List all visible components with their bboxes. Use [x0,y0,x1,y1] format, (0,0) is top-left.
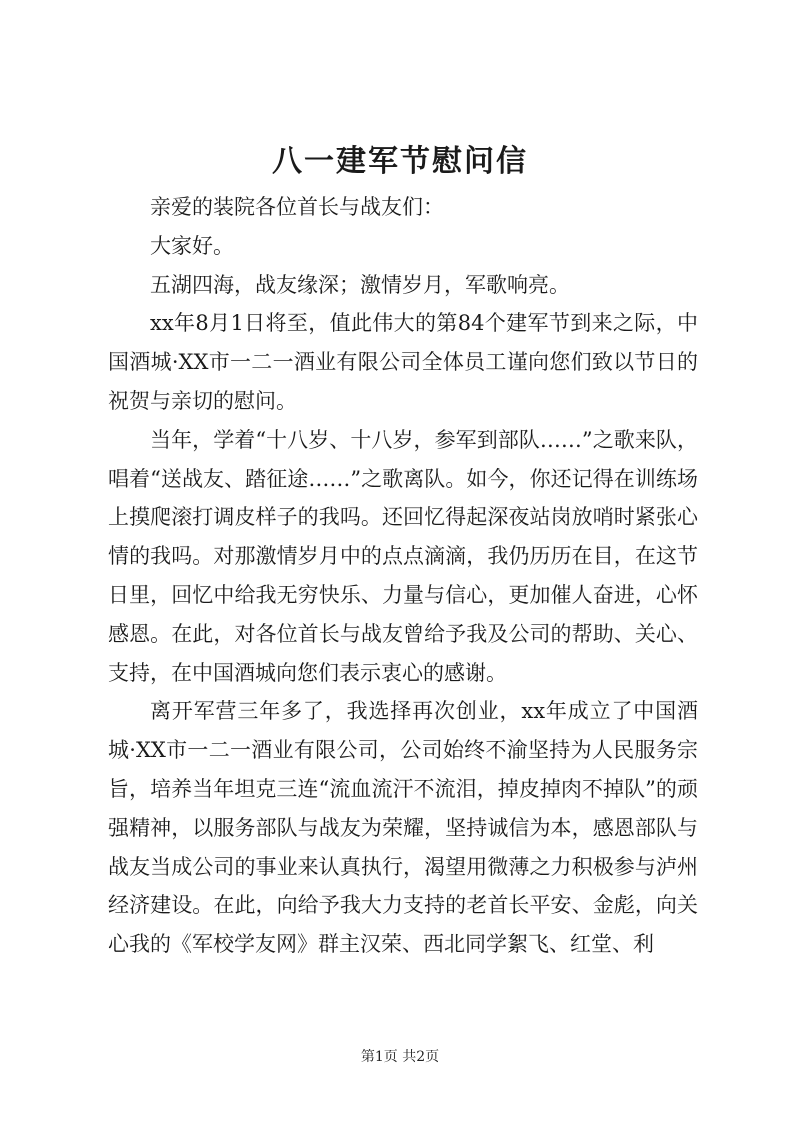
body-paragraph: 离开军营三年多了，我选择再次创业，xx年成立了中国酒城·XX市一二一酒业有限公司，公司始终不渝坚持为人民服务宗旨，培养当年坦克三连“流血流汗不流泪，掉皮掉肉不掉队”的顽强精神，以服务部队与战友为荣耀，坚持诚信为本，感恩部队与战友当成公司的事业来认真执行，渴望用微薄之力积极参与泸州经济建设。在此，向给予我大力支持的老首长平安、金彪，向关心我的《军校学友网》群主汉荣、西北同学絮飞、红堂、利 [108,699,698,957]
letter-body [108,188,698,964]
page-footer: 第1页 共2页 [360,1049,440,1065]
document-title: 八一建军节慰问信 [272,144,528,179]
body-paragraph: xx年8月1日将至，值此伟大的第84个建军节到来之际，中国酒城·XX市一二一酒业有限公司全体员工谨向您们致以节日的祝贺与亲切的慰问。 [108,311,698,413]
body-paragraph: 五湖四海，战友缘深；激情岁月，军歌响亮。 [150,272,570,297]
body-paragraph: 当年，学着“十八岁、十八岁，参军到部队……”之歌来队，唱着“送战友、踏征途……”之歌离队。如今，你还记得在训练场上摸爬滚打调皮样子的我吗。还回忆得起深夜站岗放哨时紧张心情的我吗。对那激情岁月中的点点滴滴，我仍历历在目，在这节日里，回忆中给我无穷快乐、力量与信心，更加催人奋进，心怀感恩。在此，对各位首长与战友曾给予我及公司的帮助、关心、支持，在中国酒城向您们表示衷心的感谢。 [108,427,698,685]
salutation-paragraph: 亲爱的装院各位首长与战友们： [150,195,444,219]
greeting-paragraph: 大家好。 [150,233,234,258]
